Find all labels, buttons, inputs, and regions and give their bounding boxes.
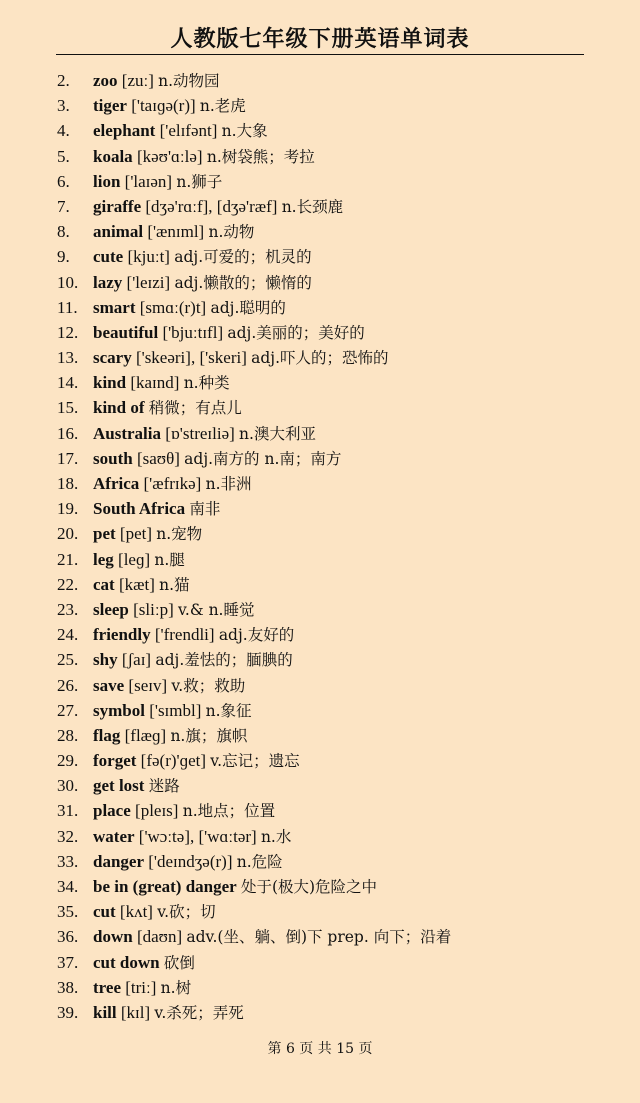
entry-meaning: adv.(坐、躺、倒)下 prep. 向下；沿着 xyxy=(186,928,452,947)
entry-meaning: adj.可爱的；机灵的 xyxy=(174,248,312,267)
entry-body xyxy=(93,874,377,900)
entry-body xyxy=(93,698,252,724)
entry-number: 13. xyxy=(57,348,79,368)
list-item xyxy=(0,899,640,924)
entry-word: zoo xyxy=(93,71,118,90)
entry-meaning: adj.羞怯的；腼腆的 xyxy=(155,651,293,670)
entry-phonetic: ['taɪɡə(r)] xyxy=(126,96,200,116)
entry-body xyxy=(93,849,283,875)
entry-word: cute xyxy=(93,247,124,267)
entry-number: 36. xyxy=(57,927,79,947)
entry-meaning: 稍微；有点儿 xyxy=(148,399,242,418)
entry-number: 10. xyxy=(57,272,79,292)
entry-phonetic: ['deɪndʒə(r)] xyxy=(144,851,237,871)
entry-body xyxy=(93,723,247,749)
entry-number: 16. xyxy=(57,423,79,443)
entry-phonetic: [fə(r)'ɡet] xyxy=(136,751,211,771)
list-item xyxy=(0,1000,640,1025)
entry-number: 20. xyxy=(57,524,79,544)
entry-body xyxy=(93,219,254,245)
entry-number: 23. xyxy=(57,599,79,619)
entry-word: water xyxy=(93,826,135,846)
list-item xyxy=(0,118,640,143)
entry-word: kill xyxy=(93,1002,117,1022)
list-item xyxy=(0,68,640,93)
list-item xyxy=(0,798,640,823)
entry-word: place xyxy=(93,801,131,821)
entry-number: 3. xyxy=(57,96,70,116)
list-item xyxy=(0,421,640,446)
entry-meaning: n.树 xyxy=(160,978,192,997)
entry-word: South Africa xyxy=(93,499,186,519)
entry-number: 4. xyxy=(57,121,70,141)
entry-number: 22. xyxy=(57,574,79,594)
entry-body xyxy=(93,270,312,296)
entry-number: 18. xyxy=(57,474,79,493)
entry-meaning: v.救；救助 xyxy=(171,676,246,695)
entry-word: kind of xyxy=(93,398,145,418)
entry-meaning: 处于(极大)危险之中 xyxy=(240,878,378,896)
entry-word: Australia xyxy=(93,423,161,443)
entry-word: friendly xyxy=(93,625,151,645)
entry-word: cut xyxy=(93,902,116,922)
entry-word: lazy xyxy=(93,272,123,292)
entry-phonetic: ['skeəri], ['skeri] xyxy=(131,348,252,368)
entry-phonetic: [kɪl] xyxy=(116,1002,155,1022)
entry-body xyxy=(93,295,286,321)
entry-meaning: n.树袋熊；考拉 xyxy=(206,147,315,166)
list-item xyxy=(0,597,640,622)
entry-meaning: n.种类 xyxy=(183,374,230,393)
entry-phonetic: ['ænɪml] xyxy=(143,222,209,242)
entry-number: 38. xyxy=(57,977,79,997)
entry-number: 14. xyxy=(57,373,79,393)
page-title: 人教版七年级下册英语单词表 xyxy=(170,26,470,52)
entry-meaning: adj.吓人的；恐怖的 xyxy=(251,349,389,368)
entry-phonetic: [seɪv] xyxy=(124,675,172,695)
entry-word: kind xyxy=(93,373,127,393)
entry-word: smart xyxy=(93,297,136,317)
list-item xyxy=(0,496,640,521)
entry-body xyxy=(93,950,195,976)
entry-phonetic: ['frendli] xyxy=(150,625,219,645)
entry-number: 24. xyxy=(57,625,79,645)
entry-phonetic: [ɒ'streɪliə] xyxy=(161,423,240,443)
entry-body xyxy=(93,68,220,94)
list-item xyxy=(0,698,640,723)
entry-meaning: n.水 xyxy=(260,827,292,846)
entry-meaning: v.忘记；遗忘 xyxy=(210,752,300,771)
entry-body xyxy=(93,748,300,774)
entry-number: 39. xyxy=(57,1002,79,1022)
entry-number: 12. xyxy=(57,322,79,342)
list-item xyxy=(0,370,640,395)
list-item xyxy=(0,446,640,471)
entry-body xyxy=(93,345,389,371)
entry-body xyxy=(93,824,291,850)
entry-body xyxy=(93,421,316,447)
entry-meaning: n.宠物 xyxy=(156,525,203,544)
entry-meaning: n.动物园 xyxy=(158,72,220,90)
entry-phonetic: ['sɪmbl] xyxy=(144,700,206,720)
entry-phonetic: [triː] xyxy=(121,977,161,997)
entry-phonetic: [smɑː(r)t] xyxy=(135,297,211,317)
entry-meaning: n.动物 xyxy=(208,223,255,242)
entry-word: be in (great) danger xyxy=(93,877,237,896)
entry-word: forget xyxy=(93,751,137,771)
entry-number: 28. xyxy=(57,725,79,745)
entry-number: 21. xyxy=(57,549,79,569)
page-footer: 第 6 页 共 15 页 xyxy=(267,1041,373,1057)
list-item xyxy=(0,270,640,295)
entry-meaning: adj.聪明的 xyxy=(210,298,286,317)
entry-word: south xyxy=(93,448,133,468)
entry-meaning: n.危险 xyxy=(236,852,283,871)
entry-word: down xyxy=(93,927,133,947)
list-item xyxy=(0,572,640,597)
entry-phonetic: [sliːp] xyxy=(128,599,178,619)
entry-body xyxy=(93,471,252,497)
entry-number: 17. xyxy=(57,448,79,468)
entry-number: 2. xyxy=(57,71,70,90)
entry-number: 5. xyxy=(57,146,70,166)
entry-meaning: 砍倒 xyxy=(163,953,195,972)
entry-meaning: adj.友好的 xyxy=(218,626,295,645)
entry-word: flag xyxy=(93,725,121,745)
entry-phonetic: [dʒə'rɑːf], [dʒə'ræf] xyxy=(141,196,282,216)
list-item xyxy=(0,471,640,496)
entry-meaning: n.澳大利亚 xyxy=(239,424,316,443)
entry-word: koala xyxy=(93,146,133,166)
entry-word: lion xyxy=(93,171,121,191)
list-item xyxy=(0,748,640,773)
list-item xyxy=(0,320,640,345)
entry-number: 30. xyxy=(57,776,79,796)
list-item xyxy=(0,975,640,1000)
entry-meaning: v.杀死；弄死 xyxy=(154,1003,244,1022)
entry-word: sleep xyxy=(93,599,129,619)
entry-number: 33. xyxy=(57,851,79,871)
entry-phonetic: ['æfrɪkə] xyxy=(139,474,206,493)
entry-phonetic: [pet] xyxy=(115,524,157,544)
entry-body xyxy=(93,1000,244,1026)
list-item xyxy=(0,723,640,748)
entry-word: cut down xyxy=(93,952,160,972)
entry-phonetic: [kæt] xyxy=(114,574,160,594)
entry-number: 8. xyxy=(57,222,70,242)
entry-number: 31. xyxy=(57,801,79,821)
title-divider xyxy=(56,54,584,55)
entry-phonetic: [kaɪnd] xyxy=(126,373,184,393)
list-item xyxy=(0,874,640,899)
entry-body xyxy=(93,647,293,673)
entry-phonetic: ['laɪən] xyxy=(120,171,177,191)
entry-number: 6. xyxy=(57,171,70,191)
list-item xyxy=(0,345,640,370)
entry-body xyxy=(93,169,222,195)
entry-meaning: n.象征 xyxy=(205,701,252,720)
list-item xyxy=(0,673,640,698)
entry-meaning: adj.美丽的；美好的 xyxy=(227,323,365,342)
entry-meaning: n.狮子 xyxy=(176,172,223,191)
entry-body xyxy=(93,93,246,119)
entry-body xyxy=(93,547,185,573)
entry-meaning: n.长颈鹿 xyxy=(281,197,344,216)
entry-phonetic: ['wɔːtə], ['wɑːtər] xyxy=(134,826,261,846)
entry-word: symbol xyxy=(93,700,145,720)
list-item xyxy=(0,521,640,546)
entry-meaning: n.猫 xyxy=(159,575,190,594)
list-item xyxy=(0,824,640,849)
entry-body xyxy=(93,370,230,396)
entry-number: 15. xyxy=(57,398,79,418)
entry-phonetic: [pleɪs] xyxy=(130,801,183,821)
entry-word: leg xyxy=(93,549,114,569)
entry-body xyxy=(93,673,245,699)
entry-word: beautiful xyxy=(93,322,159,342)
entry-body xyxy=(93,798,275,824)
entry-word: danger xyxy=(93,851,144,871)
entry-phonetic: [ʃaɪ] xyxy=(117,650,156,670)
entry-word: save xyxy=(93,675,125,695)
list-item xyxy=(0,295,640,320)
entry-phonetic: ['bjuːtɪfl] xyxy=(158,322,228,342)
entry-body xyxy=(93,773,180,799)
entry-phonetic: ['leɪzi] xyxy=(122,272,175,292)
list-item xyxy=(0,849,640,874)
entry-meaning: n.旗；旗帜 xyxy=(170,726,248,745)
entry-number: 25. xyxy=(57,650,79,670)
list-item xyxy=(0,93,640,118)
entry-meaning: 南非 xyxy=(189,500,221,519)
entry-phonetic: [kʌt] xyxy=(115,902,158,922)
entry-body xyxy=(93,320,365,346)
entry-word: giraffe xyxy=(93,196,142,216)
entry-body xyxy=(93,622,294,648)
entry-number: 7. xyxy=(57,196,70,216)
entry-word: shy xyxy=(93,650,118,670)
entry-number: 35. xyxy=(57,902,79,922)
entry-body xyxy=(93,975,191,1001)
entry-body xyxy=(93,924,451,950)
entry-meaning: n.腿 xyxy=(154,550,185,569)
entry-number: 11. xyxy=(57,297,78,317)
list-item xyxy=(0,395,640,420)
entry-number: 26. xyxy=(57,675,79,695)
entry-word: pet xyxy=(93,524,116,544)
entry-phonetic: [saʊθ] xyxy=(132,448,185,468)
entry-phonetic: [zuː] xyxy=(117,71,159,90)
entry-word: cat xyxy=(93,574,115,594)
entry-phonetic: ['elɪfənt] xyxy=(155,121,222,141)
entry-phonetic: [kəʊ'ɑːlə] xyxy=(132,146,207,166)
list-item xyxy=(0,144,640,169)
list-item xyxy=(0,924,640,949)
entry-number: 19. xyxy=(57,499,79,519)
entry-meaning: n.非洲 xyxy=(205,475,252,493)
entry-body xyxy=(93,395,242,421)
entry-word: tree xyxy=(93,977,121,997)
list-item xyxy=(0,244,640,269)
entry-body xyxy=(93,118,268,144)
list-item xyxy=(0,773,640,798)
entry-meaning: 迷路 xyxy=(148,777,180,796)
entry-word: get lost xyxy=(93,776,145,796)
entry-body xyxy=(93,597,254,623)
entry-body xyxy=(93,244,312,270)
list-item xyxy=(0,169,640,194)
entry-body xyxy=(93,899,216,925)
entry-phonetic: [flæɡ] xyxy=(120,725,171,745)
entry-number: 27. xyxy=(57,700,79,720)
entry-body xyxy=(93,521,202,547)
entry-phonetic: [daʊn] xyxy=(132,927,187,947)
entry-meaning: adj.懒散的；懒惰的 xyxy=(174,273,312,292)
list-item xyxy=(0,194,640,219)
entry-body xyxy=(93,496,220,522)
entry-phonetic: [leɡ] xyxy=(113,549,155,569)
list-item xyxy=(0,547,640,572)
entry-word: tiger xyxy=(93,96,127,116)
entry-body xyxy=(93,572,190,598)
entry-meaning: n.地点；位置 xyxy=(182,802,276,821)
entry-meaning: n.老虎 xyxy=(199,97,246,116)
entry-meaning: adj.南方的 n.南；南方 xyxy=(184,449,342,468)
entry-meaning: n.大象 xyxy=(221,122,268,141)
entry-meaning: v.& n.睡觉 xyxy=(178,600,255,619)
entry-number: 29. xyxy=(57,751,79,771)
entry-body xyxy=(93,144,315,170)
entry-word: animal xyxy=(93,222,144,242)
entry-number: 32. xyxy=(57,826,79,846)
entry-body xyxy=(93,446,341,472)
vocabulary-list xyxy=(0,68,640,1025)
entry-word: elephant xyxy=(93,121,156,141)
entry-number: 34. xyxy=(57,877,79,896)
list-item xyxy=(0,622,640,647)
entry-body xyxy=(93,194,343,220)
entry-phonetic: [kjuːt] xyxy=(123,247,175,267)
entry-meaning: v.砍；切 xyxy=(157,903,216,922)
entry-number: 9. xyxy=(57,247,70,267)
list-item xyxy=(0,219,640,244)
entry-number: 37. xyxy=(57,952,79,972)
entry-word: Africa xyxy=(93,474,140,493)
list-item xyxy=(0,950,640,975)
entry-word: scary xyxy=(93,348,132,368)
list-item xyxy=(0,647,640,672)
